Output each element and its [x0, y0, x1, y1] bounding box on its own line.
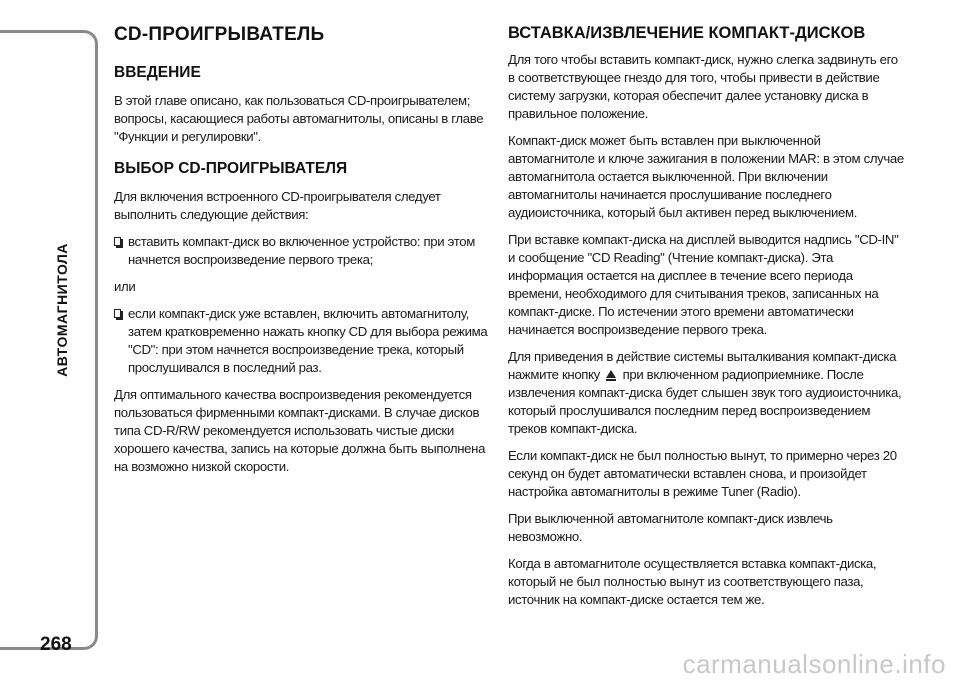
bullet-text: если компакт-диск уже вставлен, включить автомагнитолу, затем кратковременно нажать кнопку CD для выбора режима "CD": при этом начнется воспроизведение трека, который прослушивался в последний раз. [128, 306, 488, 375]
checkbox-bullet-icon [114, 237, 121, 246]
bullet-item [114, 233, 498, 269]
bullet-text: вставить компакт-диск во включенное устройство: при этом начнется воспроизведение первого трека; [128, 234, 475, 267]
intro-paragraph: В этой главе описано, как пользоваться CD-проигрывателем; вопросы, касающиеся работы автомагнитолы, описаны в главе "Функции и регулировки". [114, 93, 484, 144]
paragraph: Когда в автомагнитоле осуществляется вставка компакт-диска, который не был полностью вынут из соответствующего паза, источник на компакт-диске остается тем же. [508, 556, 877, 607]
eject-text-after: при включенном радиоприемнике. После извлечения компакт-диска будет слышен звук того аудиоисточника, который прослушивался последним перед воспроизведением треков компакт-диска. [508, 367, 902, 436]
paragraph: При вставке компакт-диска на дисплей выводится надпись "CD-IN" и сообщение "CD Reading" (Чтение компакт-диска). Эта информация остается на дисплее в течение всего периода времени, необходимого для считывания треков, записанных на компакт-диске. По истечении этого времени автоматически начинается воспроизведение первого трека. [508, 232, 899, 337]
paragraph: Компакт-диск может быть вставлен при выключенной автомагнитоле и ключе зажигания в положении MAR: в этом случае автомагнитола остается выключенной. При включении автомагнитолы начинается прослушивание последнего аудиоисточника, который был активен перед выключением. [508, 133, 904, 220]
right-column [508, 24, 906, 618]
intro-heading: ВВЕДЕНИЕ [114, 64, 201, 81]
or-text: или [114, 279, 136, 294]
quality-paragraph: Для оптимального качества воспроизведения рекомендуется пользоваться фирменными компакт-дисками. В случае дисков типа CD-R/RW рекомендуется использовать чистые диски хорошего качества, запись на которые должна быть выполнена на возможно низкой скорости. [114, 387, 486, 474]
page-number: 268 [40, 634, 72, 655]
select-paragraph: Для включения встроенного CD-проигрывателя следует выполнить следующие действия: [114, 189, 441, 222]
bullet-item [114, 305, 498, 377]
eject-text-before: Для приведения в действие системы выталкивания компакт-диска нажмите кнопку [508, 349, 897, 382]
eject-paragraph [508, 348, 906, 438]
eject-icon [606, 370, 616, 378]
paragraph: При выключенной автомагнитоле компакт-диск извлечь невозможно. [508, 511, 833, 544]
page-title: CD-ПРОИГРЫВАТЕЛЬ [114, 24, 325, 45]
left-column [114, 24, 498, 485]
side-tab [0, 30, 98, 650]
select-heading: ВЫБОР CD-ПРОИГРЫВАТЕЛЯ [114, 160, 348, 177]
section-side-label: АВТОМАГНИТОЛА [54, 243, 70, 377]
insert-eject-heading: ВСТАВКА/ИЗВЛЕЧЕНИЕ КОМПАКТ-ДИСКОВ [508, 24, 866, 42]
checkbox-bullet-icon [114, 309, 121, 318]
watermark: carmanualsonline.info [682, 649, 946, 679]
paragraph: Если компакт-диск не был полностью вынут, то примерно через 20 секунд он будет автоматически вставлен снова, и произойдет настройка автомагнитолы в режиме Tuner (Radio). [508, 448, 897, 499]
paragraph: Для того чтобы вставить компакт-диск, нужно слегка задвинуть его в соответствующее гнездо для того, чтобы привести в действие систему загрузки, которая обеспечит далее установку диска в правильное положение. [508, 52, 898, 121]
